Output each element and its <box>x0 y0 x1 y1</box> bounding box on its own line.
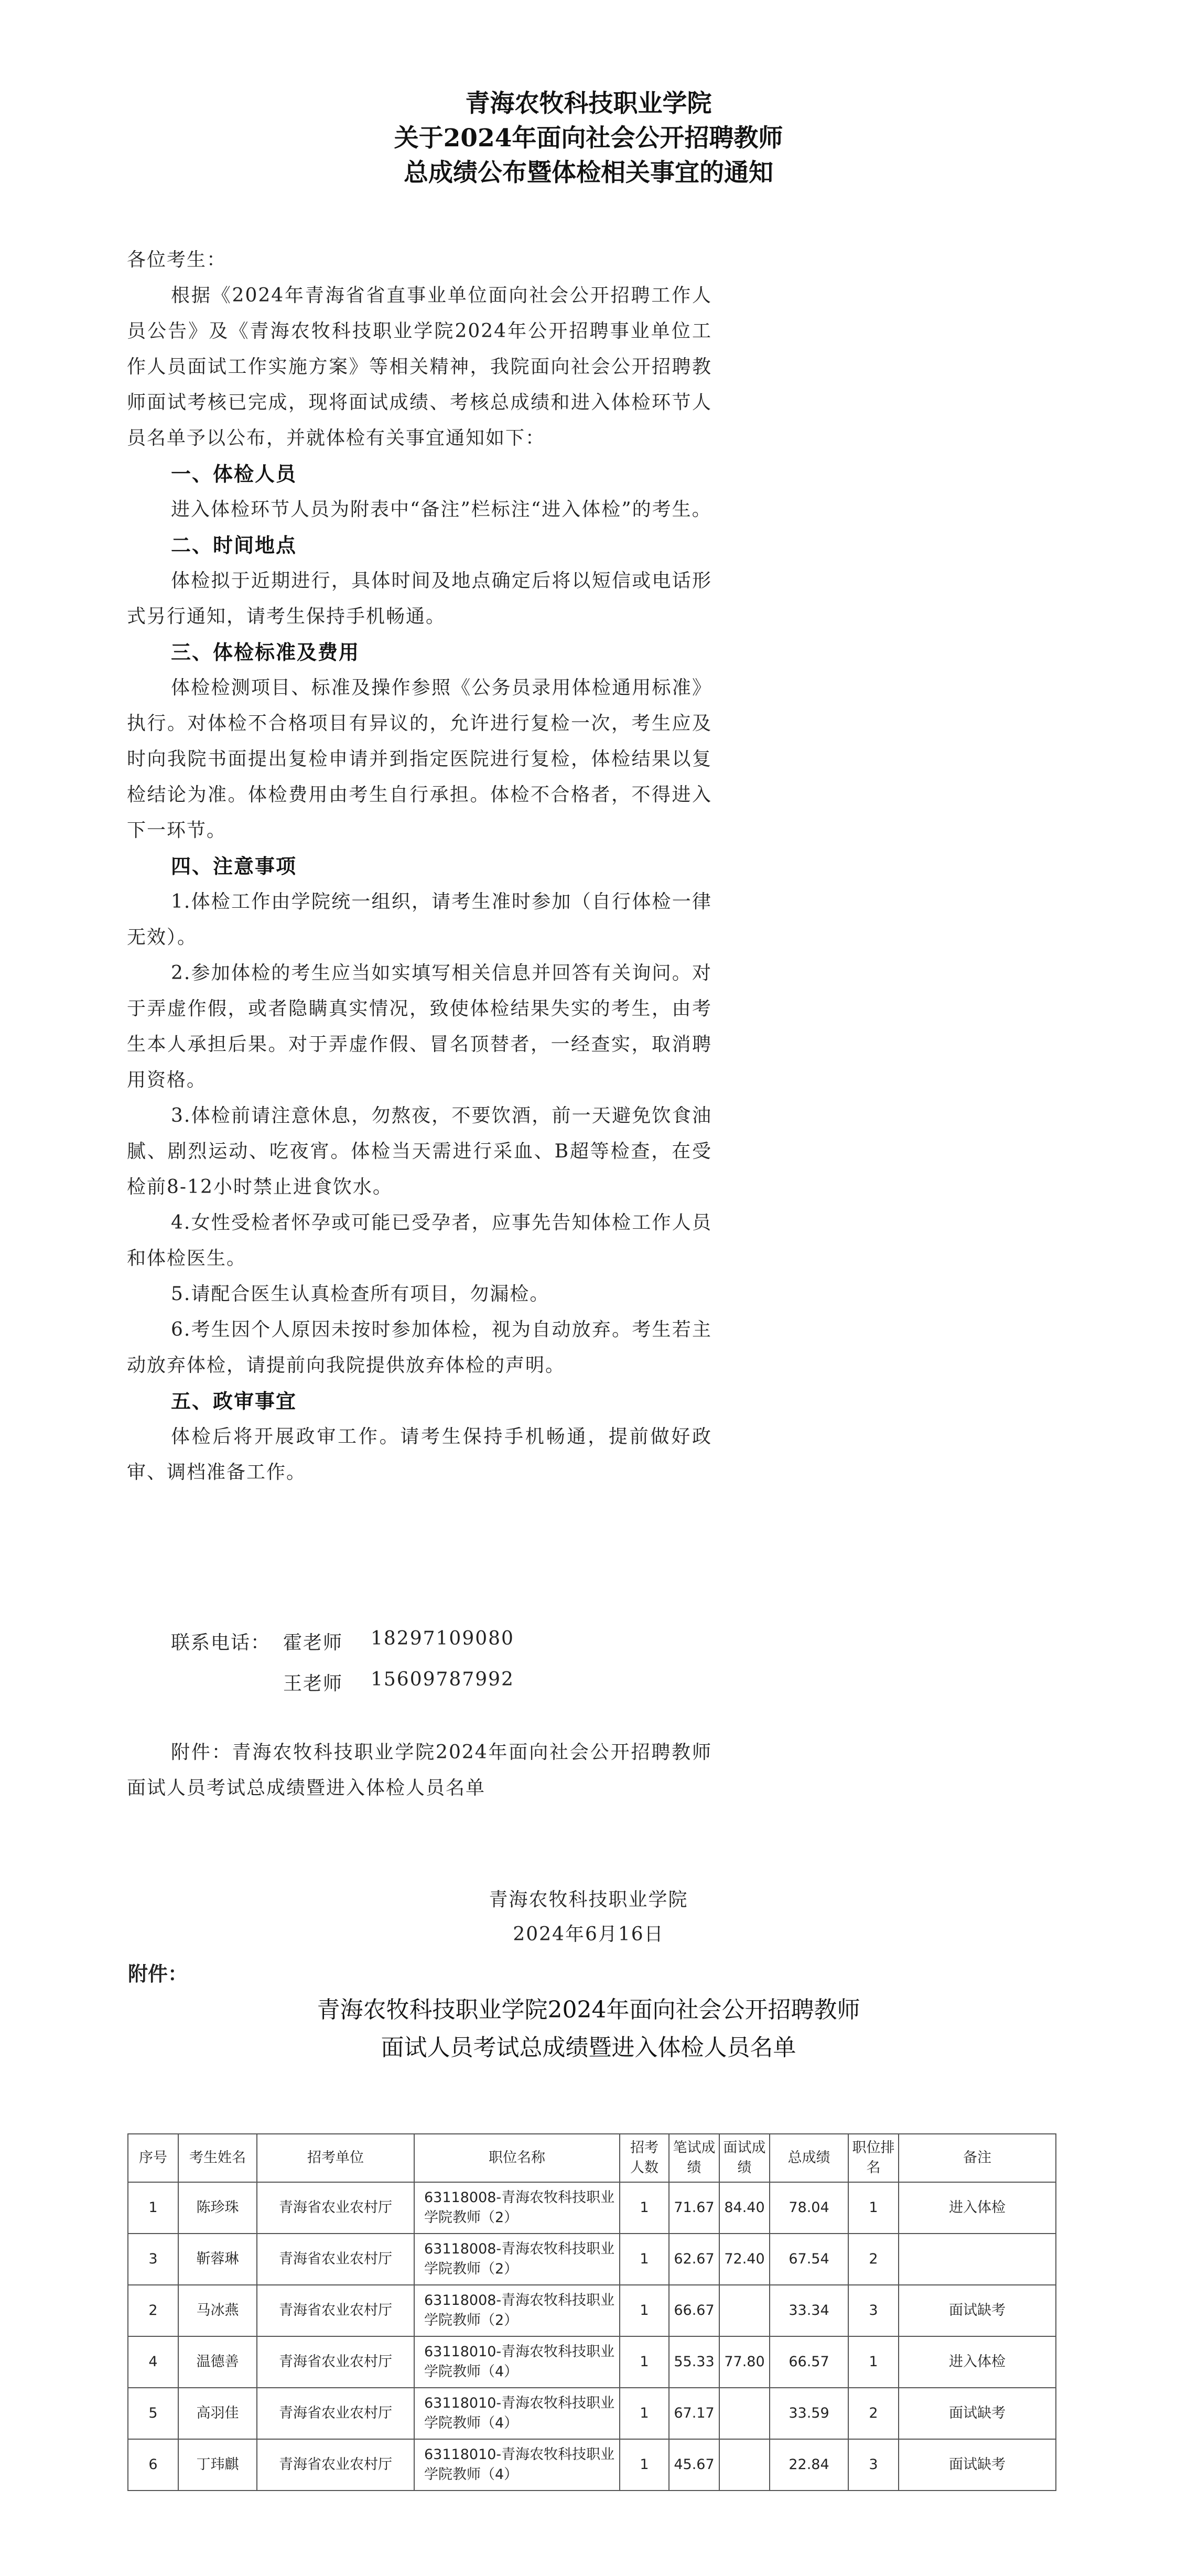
attachment-note-text: 附件：青海农牧科技职业学院2024年面向社会公开招聘教师面试人员考试总成绩暨进入体检人员名单 <box>127 1742 712 1799</box>
table-cell: 1 <box>620 2182 669 2234</box>
notice-title-line-1: 青海农牧科技职业学院 <box>465 89 712 118</box>
table-cell: 进入体检 <box>899 2182 1056 2234</box>
table-cell: 青海省农业农村厅 <box>257 2234 414 2285</box>
table-cell: 1 <box>620 2439 669 2491</box>
table-cell: 66.67 <box>669 2285 719 2336</box>
table-cell: 青海省农业农村厅 <box>257 2182 414 2234</box>
table-row <box>128 2234 1056 2285</box>
table-row <box>128 2336 1056 2388</box>
contact-name: 王老师 <box>283 1673 343 1694</box>
table-cell: 78.04 <box>770 2182 848 2234</box>
header-cell: 总成绩 <box>770 2134 848 2182</box>
table-cell: 3 <box>848 2285 899 2336</box>
date: 2024年6月16日 <box>513 1924 664 1945</box>
section-heading: 二、时间地点 <box>171 533 297 557</box>
header-cell: 笔试成绩 <box>669 2134 719 2182</box>
header-cell: 备注 <box>899 2134 1056 2182</box>
table-cell: 2 <box>128 2285 178 2336</box>
table-cell: 1 <box>848 2336 899 2388</box>
contact-label: 联系电话： <box>171 1632 271 1654</box>
table-cell: 62.67 <box>669 2234 719 2285</box>
table-cell: 1 <box>620 2336 669 2388</box>
notice-title-line-3: 总成绩公布暨体检相关事宜的通知 <box>404 158 773 187</box>
table-cell: 55.33 <box>669 2336 719 2388</box>
header-cell: 考生姓名 <box>178 2134 257 2182</box>
table-cell: 67.54 <box>770 2234 848 2285</box>
section-paragraph: 6.考生因个人原因未按时参加体检，视为自动放弃。考生若主动放弃体检，请提前向我院提供放弃体检的声明。 <box>127 1319 712 1376</box>
table-cell: 4 <box>128 2336 178 2388</box>
table-cell: 丁玮麒 <box>178 2439 257 2491</box>
section-heading: 五、政审事宜 <box>171 1389 297 1413</box>
section-paragraph: 4.女性受检者怀孕或可能已受孕者，应事先告知体检工作人员和体检医生。 <box>127 1212 712 1269</box>
section-paragraph: 体检检测项目、标准及操作参照《公务员录用体检通用标准》执行。对体检不合格项目有异议的，允许进行复检一次，考生应及时向我院书面提出复检申请并到指定医院进行复检，体检结果以复检结论为准。体检费用由考生自行承担。体检不合格者，不得进入下一环节。 <box>127 677 712 841</box>
section-paragraph: 2.参加体检的考生应当如实填写相关信息并回答有关询问。对于弄虚作假，或者隐瞒真实情况，致使体检结果失实的考生，由考生本人承担后果。对于弄虚作假、冒名顶替者，一经查实，取消聘用资格。 <box>127 962 712 1091</box>
table-cell: 面试缺考 <box>899 2285 1056 2336</box>
table-row <box>128 2388 1056 2439</box>
table-cell: 71.67 <box>669 2182 719 2234</box>
table-cell <box>719 2388 770 2439</box>
table-cell: 33.34 <box>770 2285 848 2336</box>
table-cell <box>899 2234 1056 2285</box>
attachment-title-line-2: 面试人员考试总成绩暨进入体检人员名单 <box>381 2034 796 2061</box>
salutation: 各位考生： <box>127 249 227 271</box>
section-paragraph: 3.体检前请注意休息，勿熬夜，不要饮酒，前一天避免饮食油腻、剧烈运动、吃夜宵。体检当天需进行采血、B超等检查，在受检前8-12小时禁止进食饮水。 <box>127 1105 712 1198</box>
table-cell: 3 <box>128 2234 178 2285</box>
table-row <box>128 2439 1056 2491</box>
section-paragraph: 体检拟于近期进行，具体时间及地点确定后将以短信或电话形式另行通知，请考生保持手机畅通。 <box>127 570 712 627</box>
table-cell: 青海省农业农村厅 <box>257 2388 414 2439</box>
header-cell: 面试成绩 <box>719 2134 770 2182</box>
table-cell: 67.17 <box>669 2388 719 2439</box>
section-heading: 四、注意事项 <box>171 854 297 878</box>
table-cell: 温德善 <box>178 2336 257 2388</box>
header-cell: 职位名称 <box>414 2134 620 2182</box>
section-paragraph: 1.体检工作由学院统一组织，请考生准时参加（自行体检一律无效）。 <box>127 891 712 948</box>
table-cell: 面试缺考 <box>899 2439 1056 2491</box>
header-cell: 招考人数 <box>620 2134 669 2182</box>
table-row <box>128 2182 1056 2234</box>
table-cell: 2 <box>848 2234 899 2285</box>
table-cell: 陈珍珠 <box>178 2182 257 2234</box>
results-table <box>127 2133 1056 2491</box>
table-cell: 2 <box>848 2388 899 2439</box>
table-cell: 青海省农业农村厅 <box>257 2336 414 2388</box>
table-cell: 青海省农业农村厅 <box>257 2285 414 2336</box>
table-cell: 22.84 <box>770 2439 848 2491</box>
table-cell: 63118010-青海农牧科技职业学院教师（4） <box>414 2336 620 2388</box>
table-cell: 63118010-青海农牧科技职业学院教师（4） <box>414 2439 620 2491</box>
table-cell: 1 <box>620 2285 669 2336</box>
table-cell: 3 <box>848 2439 899 2491</box>
table-cell: 45.67 <box>669 2439 719 2491</box>
table-cell: 进入体检 <box>899 2336 1056 2388</box>
table-cell: 66.57 <box>770 2336 848 2388</box>
table-cell: 1 <box>848 2182 899 2234</box>
contact-name: 霍老师 <box>283 1632 343 1654</box>
table-cell: 63118008-青海农牧科技职业学院教师（2） <box>414 2182 620 2234</box>
table-cell: 33.59 <box>770 2388 848 2439</box>
signature: 青海农牧科技职业学院 <box>489 1889 688 1910</box>
attachment-label: 附件： <box>128 1962 188 1985</box>
notice-title-line-2: 关于2024年面向社会公开招聘教师 <box>394 124 783 153</box>
contact-phone: 15609787992 <box>371 1669 514 1690</box>
table-cell: 63118010-青海农牧科技职业学院教师（4） <box>414 2388 620 2439</box>
table-cell: 5 <box>128 2388 178 2439</box>
header-cell: 职位排名 <box>848 2134 899 2182</box>
table-row <box>128 2285 1056 2336</box>
table-cell: 面试缺考 <box>899 2388 1056 2439</box>
table-cell: 63118008-青海农牧科技职业学院教师（2） <box>414 2285 620 2336</box>
header-cell: 序号 <box>128 2134 178 2182</box>
attachment-title-line-1: 青海农牧科技职业学院2024年面向社会公开招聘教师 <box>317 1997 860 2023</box>
section-heading: 一、体检人员 <box>171 462 297 486</box>
table-cell: 马冰燕 <box>178 2285 257 2336</box>
attachment-note <box>127 1735 712 1806</box>
table-cell <box>719 2285 770 2336</box>
table-cell: 77.80 <box>719 2336 770 2388</box>
table-cell: 靳蓉琳 <box>178 2234 257 2285</box>
table-cell: 1 <box>128 2182 178 2234</box>
table-cell: 84.40 <box>719 2182 770 2234</box>
section-paragraph: 5.请配合医生认真检查所有项目，勿漏检。 <box>171 1283 550 1305</box>
table-cell: 1 <box>620 2388 669 2439</box>
section-paragraph: 体检后将开展政审工作。请考生保持手机畅通，提前做好政审、调档准备工作。 <box>127 1426 712 1483</box>
table-cell: 青海省农业农村厅 <box>257 2439 414 2491</box>
table-header-row <box>128 2134 1056 2182</box>
table-cell: 63118008-青海农牧科技职业学院教师（2） <box>414 2234 620 2285</box>
section-heading: 三、体检标准及费用 <box>171 640 360 664</box>
contact-phone: 18297109080 <box>371 1628 514 1649</box>
table-cell: 72.40 <box>719 2234 770 2285</box>
section-paragraph: 进入体检环节人员为附表中“备注”栏标注“进入体检”的考生。 <box>171 499 712 520</box>
notice-body <box>127 242 712 1490</box>
table-cell: 6 <box>128 2439 178 2491</box>
header-cell: 招考单位 <box>257 2134 414 2182</box>
table-cell <box>719 2439 770 2491</box>
table-cell: 高羽佳 <box>178 2388 257 2439</box>
table-cell: 1 <box>620 2234 669 2285</box>
intro-paragraph: 根据《2024年青海省省直事业单位面向社会公开招聘工作人员公告》及《青海农牧科技职业学院2024年公开招聘事业单位工作人员面试工作实施方案》等相关精神，我院面向社会公开招聘教师面试考核已完成，现将面试成绩、考核总成绩和进入体检环节人员名单予以公布，并就体检有关事宜通知如下： <box>127 285 712 449</box>
